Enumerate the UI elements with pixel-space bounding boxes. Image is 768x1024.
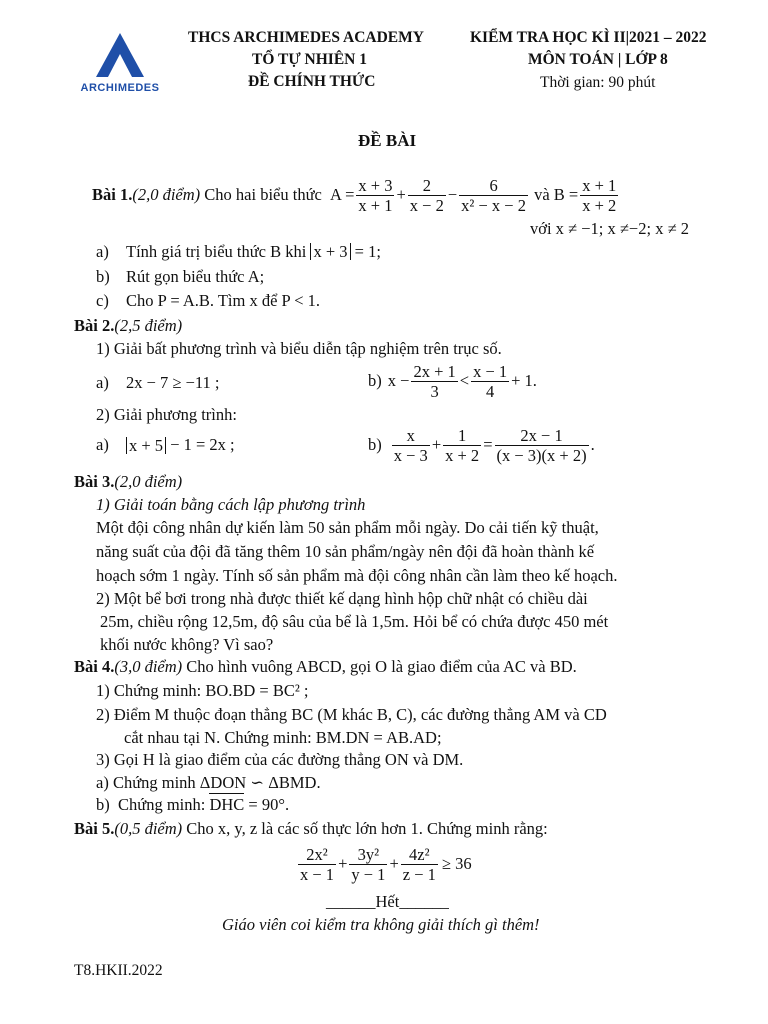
fraction: $\frac{2x + 1}{3}$ (413, 361, 456, 401)
item-label: b) (368, 371, 382, 390)
fraction: $\frac{\text{3y²}}{y - 1}$ (351, 844, 386, 884)
conjunction: và (529, 185, 554, 204)
expr-a-lhs: A = (329, 185, 355, 204)
expr-text: x − (387, 371, 410, 390)
bai3-line: 25m, chiều rộng 12,5m, độ sâu của bể là 1,5m. Hỏi bể có chứa được 450 mét (100, 612, 609, 631)
operator: = (483, 435, 493, 454)
bai3-line: khối nước không? Vì sao? (100, 635, 274, 654)
operator: + (431, 435, 442, 454)
operator: − (447, 185, 458, 204)
abs-value: x + 3 (310, 243, 350, 260)
bai4-item: 2) Điểm M thuộc đoạn thẳng BC (M khác B, C), các đường thẳng AM và CD (96, 705, 607, 724)
bai2-item-a (96, 362, 220, 404)
item-label: a) (96, 242, 109, 261)
official-label: ĐỀ CHÍNH THỨC (248, 73, 376, 90)
school-name: THCS ARCHIMEDES ACADEMY (188, 29, 424, 46)
bai1-item-b (96, 267, 264, 287)
bai5-inequality (296, 840, 472, 888)
fraction-a3: $\frac{6}{\text{x² − x − 2}}$ (461, 175, 526, 215)
fraction-a2: $\frac{2}{x - 2}$ (409, 175, 444, 215)
bai3-line: hoạch sớm 1 ngày. Tính số sản phẩm mà đội công nhân cần làm theo kế hoạch. (96, 566, 618, 585)
bai1-condition: với x ≠ −1; x ≠−2; x ≠ 2 (530, 219, 690, 238)
bai2-item-d (368, 421, 595, 469)
bai5-heading (74, 819, 548, 839)
item-text: Tính giá trị biểu thức B khi (126, 242, 311, 261)
item-label: a) (96, 435, 109, 454)
bai2-item-b (368, 358, 537, 404)
item-label: a) (96, 373, 109, 392)
fraction-b: $\frac{x + 1}{x + 2}$ (582, 175, 617, 215)
teacher-note: Giáo viên coi kiểm tra không giải thích gì thêm! (222, 915, 540, 934)
bai4-label: Bài 4. (74, 657, 115, 676)
bai2-part2: 2) Giải phương trình: (96, 405, 237, 424)
inequality: 2x − 7 ≥ −11 ; (126, 373, 220, 392)
bai3-label: Bài 3. (74, 472, 115, 491)
item-text: Cho P = A.B. Tìm x để P < 1. (126, 291, 321, 310)
item-text: b) Chứng minh: (96, 795, 210, 814)
bai4-heading (74, 657, 577, 677)
bai2-label: Bài 2. (74, 316, 115, 335)
abs-value: x + 5 (126, 437, 166, 454)
bai3-points: (2,0 điểm) (114, 472, 183, 491)
bai2-heading (74, 316, 182, 336)
bai4-item: 1) Chứng minh: BO.BD = BC² ; (96, 681, 309, 700)
bai3-heading (74, 472, 182, 492)
exam-duration: Thời gian: 90 phút (540, 74, 656, 91)
fraction: $\frac{x}{x - 3}$ (393, 425, 428, 465)
logo-a-icon (70, 30, 170, 80)
operator: + (396, 185, 406, 204)
bai3-subheading: 1) Giải toán bằng cách lập phương trình (96, 495, 366, 514)
bai4-item: 3) Gọi H là giao điểm của các đường thẳng ON và DM. (96, 750, 464, 769)
item-text: = 90°. (244, 795, 290, 814)
archimedes-logo (70, 30, 170, 94)
equation-text: − 1 = 2x ; (166, 435, 235, 454)
bai1-item-c (96, 291, 320, 311)
bai1-points: (2,0 điểm) (132, 185, 201, 204)
fraction: $\frac{2x - 1}{(x - 3)(x + 2)}$ (496, 425, 587, 465)
operator: + (389, 854, 399, 873)
operator: + (338, 854, 348, 873)
fraction-a1: $\frac{x + 3}{x + 1}$ (358, 175, 393, 215)
end-marker: ______Hết______ (326, 892, 449, 911)
subject-grade: MÔN TOÁN | LỚP 8 (528, 51, 668, 68)
bai5-label: Bài 5. (74, 819, 115, 838)
bai4-item-b (96, 795, 289, 815)
bai1-intro: Cho hai biểu thức (200, 185, 326, 204)
item-label: c) (96, 291, 109, 310)
item-label: b) (96, 267, 110, 286)
expr-text: . (590, 435, 595, 454)
page-title: ĐỀ BÀI (358, 131, 417, 150)
fraction: $\frac{1}{x + 2}$ (445, 425, 480, 465)
bai1-heading (92, 172, 620, 218)
fraction: $\frac{\text{2x²}}{x - 1}$ (300, 844, 335, 884)
bai4-item: cắt nhau tại N. Chứng minh: BM.DN = AB.AD; (124, 728, 442, 747)
expr-text: + 1. (511, 371, 537, 390)
fraction: $\frac{\text{4z²}}{z - 1}$ (402, 844, 436, 884)
expr-b-lhs: B = (553, 185, 579, 204)
bai3-line: Một đội công nhân dự kiến làm 50 sản phẩm mỗi ngày. Do cải tiến kỹ thuật, (96, 518, 599, 537)
bai4-points: (3,0 điểm) (114, 657, 183, 676)
bai2-item-c (96, 424, 235, 466)
footer-code: T8.HKII.2022 (74, 962, 163, 979)
bai5-intro: Cho x, y, z là các số thực lớn hơn 1. Chứng minh rằng: (182, 819, 548, 838)
item-label: b) (368, 435, 382, 454)
angle-arc: DHC (209, 795, 245, 814)
operator: < (459, 371, 470, 390)
inequality-rhs: ≥ 36 (441, 854, 472, 873)
fraction: $\frac{x - 1}{4}$ (473, 361, 508, 401)
bai3-line: 2) Một bể bơi trong nhà được thiết kế dạng hình hộp chữ nhật có chiều dài (96, 589, 588, 608)
logo-text: ARCHIMEDES (80, 82, 160, 94)
bai3-line: năng suất của đội đã tăng thêm 10 sản phẩm/ngày nên đội đã hoàn thành kế (96, 542, 595, 561)
bai2-points: (2,5 điểm) (114, 316, 183, 335)
exam-title: KIỂM TRA HỌC KÌ II|2021 – 2022 (470, 29, 707, 46)
bai2-part1: 1) Giải bất phương trình và biểu diễn tập nghiệm trên trục số. (96, 339, 502, 358)
department: TỔ TỰ NHIÊN 1 (252, 51, 367, 68)
bai1-label: Bài 1. (92, 185, 133, 204)
item-text: Rút gọn biểu thức A; (126, 267, 265, 286)
bai4-item: a) Chứng minh ΔDON ∽ ΔBMD. (96, 773, 321, 792)
bai4-intro: Cho hình vuông ABCD, gọi O là giao điểm của AC và BD. (182, 657, 577, 676)
bai5-points: (0,5 điểm) (114, 819, 183, 838)
item-text: = 1; (350, 242, 381, 261)
bai1-item-a (96, 242, 381, 262)
